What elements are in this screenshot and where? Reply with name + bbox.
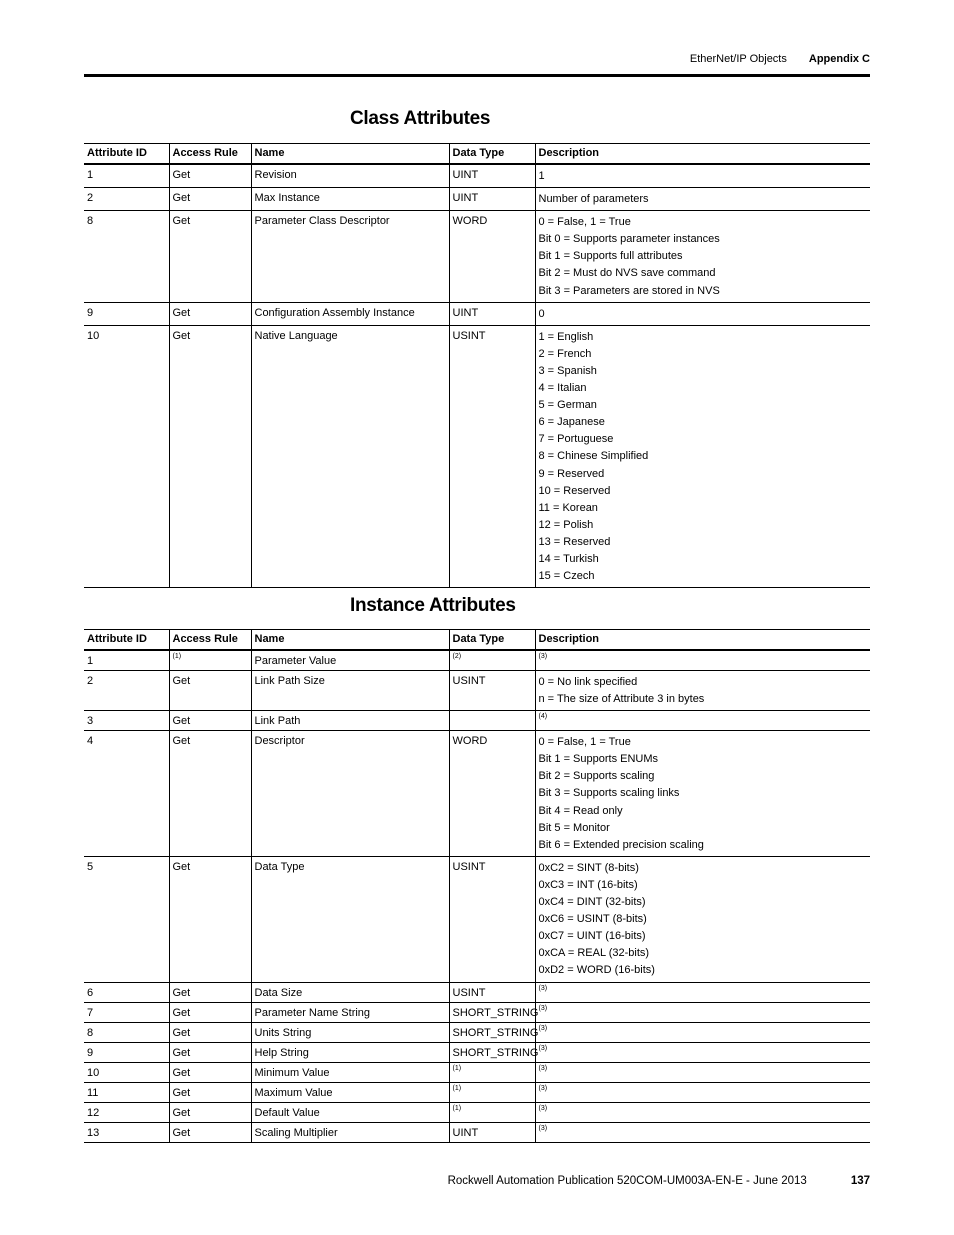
cell-data-type bbox=[449, 671, 535, 711]
cell-access-rule bbox=[169, 188, 251, 211]
cell-text: Get bbox=[172, 1066, 191, 1079]
footnote-marker: (4) bbox=[538, 713, 548, 721]
cell-text: Get bbox=[172, 986, 191, 999]
cell-text: USINT bbox=[452, 329, 486, 342]
footnote-marker: (2) bbox=[452, 653, 462, 660]
cell-text: Get bbox=[172, 1026, 191, 1039]
cell-text: Get bbox=[172, 735, 191, 748]
cell-text: SHORT_STRING bbox=[452, 1046, 539, 1059]
cell-text: Get bbox=[172, 1006, 191, 1019]
cell-attribute-id: 4 bbox=[84, 731, 169, 857]
cell-name: Data Size bbox=[251, 982, 449, 1002]
cell-data-type bbox=[449, 650, 535, 671]
table-header-row bbox=[84, 630, 870, 651]
cell-name: Native Language bbox=[251, 325, 449, 587]
description-line: 0 bbox=[538, 307, 545, 320]
description-line: Bit 3 = Parameters are stored in NVS bbox=[538, 284, 720, 297]
cell-text: Get bbox=[172, 1086, 191, 1099]
cell-data-type bbox=[449, 711, 535, 731]
description-line: 4 = Italian bbox=[538, 382, 587, 395]
running-header bbox=[690, 53, 870, 65]
description-line: 0xC4 = DINT (32-bits) bbox=[538, 896, 646, 909]
description-line: 7 = Portuguese bbox=[538, 433, 614, 446]
class-attributes-table bbox=[84, 143, 870, 588]
cell-text: Get bbox=[172, 860, 191, 873]
table-row bbox=[84, 650, 870, 671]
description-line: 1 bbox=[538, 170, 545, 182]
cell-access-rule bbox=[169, 856, 251, 982]
cell-description bbox=[535, 211, 870, 302]
cell-access-rule bbox=[169, 1082, 251, 1102]
header-section: EtherNet/IP Objects bbox=[689, 53, 787, 65]
cell-text: Get bbox=[172, 1106, 191, 1119]
description-line: 0 = False, 1 = True bbox=[538, 736, 631, 749]
cell-attribute-id: 8 bbox=[84, 211, 169, 302]
footnote-marker: (3) bbox=[538, 1004, 548, 1012]
cell-name: Descriptor bbox=[251, 731, 449, 857]
cell-data-type bbox=[449, 164, 535, 188]
cell-name: Link Path bbox=[251, 711, 449, 731]
cell-name: Default Value bbox=[251, 1102, 449, 1122]
table-row bbox=[84, 671, 870, 711]
description-line: Bit 1 = Supports ENUMs bbox=[538, 753, 659, 766]
description-line: 0xD2 = WORD (16-bits) bbox=[538, 964, 655, 977]
cell-description bbox=[535, 731, 870, 857]
footnote-marker: (3) bbox=[538, 1084, 548, 1092]
cell-description bbox=[535, 671, 870, 711]
table-row bbox=[84, 1102, 870, 1122]
col-header-access-rule: Access Rule bbox=[169, 144, 251, 165]
description-line: Number of parameters bbox=[538, 193, 649, 206]
description-line: Bit 1 = Supports full attributes bbox=[538, 250, 683, 263]
cell-name: Help String bbox=[251, 1042, 449, 1062]
cell-access-rule bbox=[169, 1122, 251, 1142]
cell-text: USINT bbox=[452, 860, 486, 873]
cell-name: Configuration Assembly Instance bbox=[251, 302, 449, 325]
cell-access-rule bbox=[169, 302, 251, 325]
cell-text: USINT bbox=[452, 675, 486, 687]
description-line: 15 = Czech bbox=[538, 570, 595, 583]
cell-description bbox=[535, 856, 870, 982]
cell-attribute-id: 2 bbox=[84, 188, 169, 211]
cell-description bbox=[535, 1102, 870, 1122]
cell-data-type bbox=[449, 1082, 535, 1102]
col-header-attribute-id: Attribute ID bbox=[84, 630, 169, 651]
cell-access-rule bbox=[169, 982, 251, 1002]
footnote-marker: (3) bbox=[538, 1104, 548, 1112]
description-line: 14 = Turkish bbox=[538, 552, 599, 565]
cell-data-type bbox=[449, 731, 535, 857]
cell-name: Scaling Multiplier bbox=[251, 1122, 449, 1142]
col-header-name: Name bbox=[251, 630, 449, 651]
cell-access-rule bbox=[169, 671, 251, 711]
cell-name: Minimum Value bbox=[251, 1062, 449, 1082]
description-line: 0 = No link specified bbox=[538, 676, 638, 688]
table-row bbox=[84, 302, 870, 325]
table-row bbox=[84, 731, 870, 857]
cell-access-rule bbox=[169, 325, 251, 587]
cell-data-type bbox=[449, 302, 535, 325]
cell-text: Get bbox=[172, 306, 191, 319]
description-line: Bit 2 = Supports scaling bbox=[538, 770, 655, 783]
cell-data-type bbox=[449, 982, 535, 1002]
cell-access-rule bbox=[169, 1042, 251, 1062]
description-line: 5 = German bbox=[538, 399, 597, 412]
table-row bbox=[84, 1122, 870, 1142]
cell-name: Data Type bbox=[251, 856, 449, 982]
footnote-marker: (1) bbox=[452, 1084, 462, 1092]
cell-data-type bbox=[449, 1042, 539, 1062]
table-row bbox=[84, 982, 870, 1002]
cell-text: Get bbox=[172, 675, 191, 687]
header-rule bbox=[84, 74, 870, 77]
cell-name: Max Instance bbox=[251, 188, 449, 211]
cell-attribute-id: 12 bbox=[84, 1102, 169, 1122]
table-row bbox=[84, 1062, 870, 1082]
cell-attribute-id: 3 bbox=[84, 711, 169, 731]
cell-text: Get bbox=[172, 329, 191, 342]
cell-text: UINT bbox=[452, 169, 479, 181]
table-row bbox=[84, 1042, 870, 1062]
cell-access-rule bbox=[169, 650, 251, 671]
description-line: 0xC7 = UINT (16-bits) bbox=[538, 930, 646, 943]
footnote-marker: (3) bbox=[538, 1044, 548, 1052]
cell-description bbox=[535, 1022, 870, 1042]
cell-text: Get bbox=[172, 1046, 191, 1059]
cell-attribute-id: 2 bbox=[84, 671, 169, 711]
cell-name: Units String bbox=[251, 1022, 449, 1042]
cell-text: WORD bbox=[452, 215, 488, 228]
cell-access-rule bbox=[169, 1002, 251, 1022]
cell-description bbox=[535, 302, 870, 325]
cell-text: USINT bbox=[452, 986, 486, 999]
cell-attribute-id: 1 bbox=[84, 164, 169, 188]
table-row bbox=[84, 211, 870, 302]
table-row bbox=[84, 1022, 870, 1042]
table-row bbox=[84, 1082, 870, 1102]
cell-description bbox=[535, 325, 870, 587]
cell-text: WORD bbox=[452, 735, 488, 748]
cell-text: Get bbox=[172, 715, 191, 728]
cell-text: UINT bbox=[452, 306, 479, 319]
description-line: Bit 5 = Monitor bbox=[538, 821, 610, 834]
cell-data-type bbox=[449, 211, 535, 302]
table-row bbox=[84, 164, 870, 188]
description-line: Bit 2 = Must do NVS save command bbox=[538, 267, 716, 280]
cell-attribute-id: 9 bbox=[84, 302, 169, 325]
cell-name: Maximum Value bbox=[251, 1082, 449, 1102]
cell-data-type bbox=[449, 856, 535, 982]
cell-data-type bbox=[449, 1122, 535, 1142]
description-line: Bit 3 = Supports scaling links bbox=[538, 787, 680, 800]
description-line: 1 = English bbox=[538, 330, 594, 343]
footnote-marker: (3) bbox=[538, 1124, 548, 1132]
col-header-name: Name bbox=[251, 144, 449, 165]
description-line: Bit 0 = Supports parameter instances bbox=[538, 233, 720, 246]
cell-name: Link Path Size bbox=[251, 671, 449, 711]
header-appendix: Appendix C bbox=[808, 53, 870, 65]
cell-text: Get bbox=[172, 1126, 191, 1139]
footnote-marker: (3) bbox=[538, 653, 548, 660]
cell-attribute-id: 9 bbox=[84, 1042, 169, 1062]
cell-attribute-id: 13 bbox=[84, 1122, 169, 1142]
description-line: 13 = Reserved bbox=[538, 535, 611, 548]
cell-access-rule bbox=[169, 1102, 251, 1122]
col-header-data-type: Data Type bbox=[449, 144, 535, 165]
cell-attribute-id: 1 bbox=[84, 650, 169, 671]
description-line: 0xC2 = SINT (8-bits) bbox=[538, 861, 639, 874]
description-line: 11 = Korean bbox=[538, 501, 598, 514]
description-line: 12 = Polish bbox=[538, 518, 594, 531]
cell-text: Get bbox=[172, 192, 191, 205]
cell-text: Get bbox=[172, 169, 191, 181]
description-line: 3 = Spanish bbox=[538, 364, 597, 377]
description-line: 9 = Reserved bbox=[538, 467, 605, 480]
description-line: 10 = Reserved bbox=[538, 484, 611, 497]
cell-text: Get bbox=[172, 215, 191, 228]
cell-name: Parameter Value bbox=[251, 650, 449, 671]
description-line: Bit 6 = Extended precision scaling bbox=[538, 838, 704, 851]
description-line: 0xC6 = USINT (8-bits) bbox=[538, 913, 647, 926]
cell-attribute-id: 5 bbox=[84, 856, 169, 982]
cell-access-rule bbox=[169, 731, 251, 857]
footnote-marker: (1) bbox=[172, 653, 182, 660]
cell-description bbox=[535, 650, 870, 671]
page-number: 137 bbox=[850, 1175, 870, 1187]
description-line: n = The size of Attribute 3 in bytes bbox=[538, 693, 705, 706]
footnote-marker: (3) bbox=[538, 1064, 548, 1072]
cell-attribute-id: 8 bbox=[84, 1022, 169, 1042]
cell-access-rule bbox=[169, 1062, 251, 1082]
cell-description bbox=[535, 1082, 870, 1102]
cell-description bbox=[535, 1062, 870, 1082]
description-line: 0xC3 = INT (16-bits) bbox=[538, 878, 638, 891]
description-line: 8 = Chinese Simplified bbox=[538, 450, 649, 463]
footnote-marker: (1) bbox=[452, 1064, 462, 1072]
cell-name: Parameter Class Descriptor bbox=[251, 211, 449, 302]
footer-publication: Rockwell Automation Publication 520COM-UM003A-EN-E - June 2013 bbox=[447, 1175, 807, 1187]
cell-text: UINT bbox=[452, 1126, 479, 1139]
class-attributes-title: Class Attributes bbox=[350, 108, 491, 129]
description-line: 2 = French bbox=[538, 347, 592, 360]
description-line: 0 = False, 1 = True bbox=[538, 216, 631, 229]
footnote-marker: (3) bbox=[538, 1024, 548, 1032]
cell-attribute-id: 6 bbox=[84, 982, 169, 1002]
table-header-row bbox=[84, 144, 870, 165]
col-header-description: Description bbox=[535, 630, 870, 651]
cell-name: Revision bbox=[251, 164, 449, 188]
description-line: 6 = Japanese bbox=[538, 416, 605, 429]
cell-description bbox=[535, 1122, 870, 1142]
cell-data-type bbox=[449, 188, 535, 211]
description-line: 0xCA = REAL (32-bits) bbox=[538, 947, 650, 960]
cell-description bbox=[535, 1042, 870, 1062]
cell-description bbox=[535, 711, 870, 731]
cell-description bbox=[535, 164, 870, 188]
col-header-description: Description bbox=[535, 144, 870, 165]
table-row bbox=[84, 1002, 870, 1022]
cell-access-rule bbox=[169, 1022, 251, 1042]
cell-data-type bbox=[449, 1062, 535, 1082]
cell-data-type bbox=[449, 1022, 539, 1042]
cell-data-type bbox=[449, 1002, 539, 1022]
table-row bbox=[84, 856, 870, 982]
col-header-data-type: Data Type bbox=[449, 630, 535, 651]
col-header-access-rule: Access Rule bbox=[169, 630, 251, 651]
footnote-marker: (1) bbox=[452, 1104, 462, 1112]
cell-description bbox=[535, 982, 870, 1002]
cell-attribute-id: 10 bbox=[84, 1062, 169, 1082]
cell-description bbox=[535, 1002, 870, 1022]
instance-attributes-table bbox=[84, 629, 870, 1143]
cell-access-rule bbox=[169, 711, 251, 731]
cell-name: Parameter Name String bbox=[251, 1002, 449, 1022]
cell-description bbox=[535, 188, 870, 211]
cell-attribute-id: 11 bbox=[84, 1082, 169, 1102]
cell-attribute-id: 10 bbox=[84, 325, 169, 587]
cell-text: SHORT_STRING bbox=[452, 1006, 539, 1019]
cell-text: UINT bbox=[452, 192, 479, 205]
page-footer bbox=[448, 1175, 870, 1187]
cell-text: SHORT_STRING bbox=[452, 1026, 539, 1039]
table-row bbox=[84, 188, 870, 211]
instance-attributes-title: Instance Attributes bbox=[350, 595, 516, 616]
description-line: Bit 4 = Read only bbox=[538, 804, 623, 817]
cell-access-rule bbox=[169, 164, 251, 188]
table-row bbox=[84, 325, 870, 587]
cell-data-type bbox=[449, 1102, 535, 1122]
cell-data-type bbox=[449, 325, 535, 587]
cell-attribute-id: 7 bbox=[84, 1002, 169, 1022]
table-row bbox=[84, 711, 870, 731]
footnote-marker: (3) bbox=[538, 984, 548, 992]
col-header-attribute-id: Attribute ID bbox=[84, 144, 169, 165]
cell-access-rule bbox=[169, 211, 251, 302]
